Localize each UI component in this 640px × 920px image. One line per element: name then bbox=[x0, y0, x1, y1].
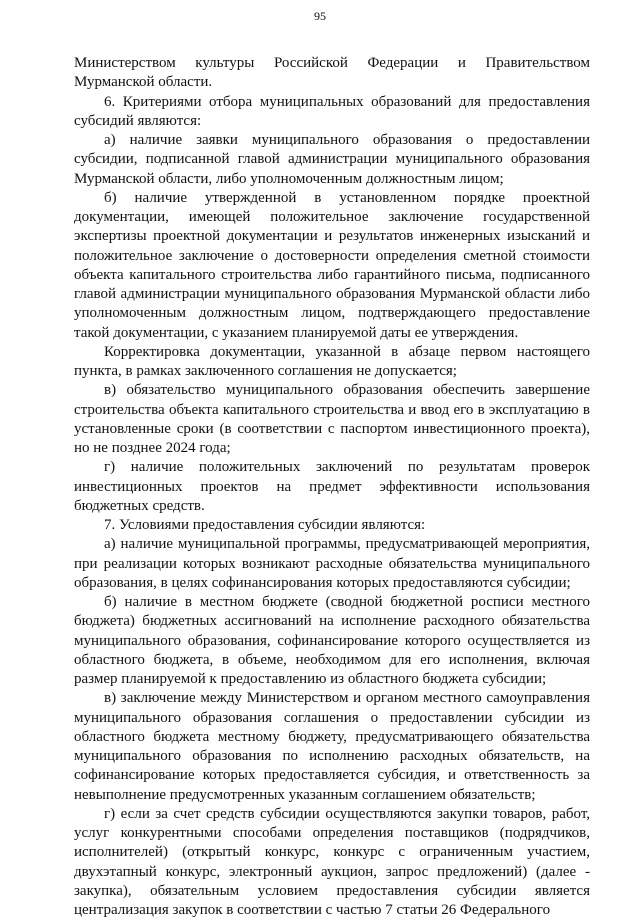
paragraph-continuation: Министерством культуры Российской Федерации и Правительством Мурманской области. bbox=[74, 55, 590, 91]
paragraph-item-7a: а) наличие муниципальной программы, предусматривающей мероприятия, при реализации которых возникают расходные обязательства муниципального образования, в целях софинансирования которых предоставляются субсидии; bbox=[74, 536, 590, 591]
paragraph-item-6-heading: 6. Критериями отбора муниципальных образований для предоставления субсидий являются: bbox=[74, 93, 590, 129]
paragraph-item-6v: в) обязательство муниципального образования обеспечить завершение строительства объекта капитального строительства и ввод его в эксплуатацию в установленные сроки (в соответствии с паспортом инвестиционного проекта), но не позднее 2024 года; bbox=[74, 382, 590, 456]
paragraph-item-6b: б) наличие утвержденной в установленном порядке проектной документации, имеющей положительное заключение государственной экспертизы проектной документации и результатов инженерных изысканий и положительное заключение о достоверности определения сметной стоимости объекта капитального строительства либо гарантийного письма, подписанного главой администрации муниципального образования Мурманской области либо уполномоченным должностным лицом, подтверждающего предоставление такой документации, с указанием планируемой даты ее утверждения. bbox=[74, 189, 590, 341]
document-body bbox=[74, 54, 590, 920]
paragraph-item-7g: г) если за счет средств субсидии осуществляются закупки товаров, работ, услуг конкурентными способами определения поставщиков (подрядчиков, исполнителей) (открытый конкурс, конкурс с ограниченным участием, двухэтапный конкурс, электронный аукцион, запрос предложений) (далее - закупка), обязательным условием предоставления субсидии является централизация закупок в соответствии с частью 7 статьи 26 Федерального bbox=[74, 805, 590, 918]
paragraph-item-6a: а) наличие заявки муниципального образования о предоставлении субсидии, подписанной главой администрации муниципального образования Мурманской области, либо уполномоченным должностным лицом; bbox=[74, 132, 590, 187]
page-number: 95 bbox=[314, 9, 326, 23]
paragraph-item-7-heading: 7. Условиями предоставления субсидии являются: bbox=[104, 517, 426, 533]
paragraph-item-7b: б) наличие в местном бюджете (сводной бюджетной росписи местного бюджета) бюджетных ассигнований на исполнение расходного обязательства муниципального образования, софинансирование которого осуществляется из областного бюджета, в объеме, необходимом для его исполнения, включая размер планируемой к предоставлению из областного бюджета субсидии; bbox=[74, 594, 590, 687]
paragraph-item-7v: в) заключение между Министерством и органом местного самоуправления муниципального образования соглашения о предоставлении субсидии из областного бюджета местному бюджету, предусматривающего обязательства муниципального образования по исполнению расходных обязательств, на софинансирование которых предоставляется субсидия, и ответственность за невыполнение предусмотренных указанным соглашением обязательств; bbox=[74, 690, 590, 803]
paragraph-item-6b-correction: Корректировка документации, указанной в абзаце первом настоящего пункта, в рамках заключенного соглашения не допускается; bbox=[74, 343, 590, 379]
paragraph-item-6g: г) наличие положительных заключений по результатам проверок инвестиционных проектов на предмет эффективности использования бюджетных средств. bbox=[74, 459, 590, 514]
